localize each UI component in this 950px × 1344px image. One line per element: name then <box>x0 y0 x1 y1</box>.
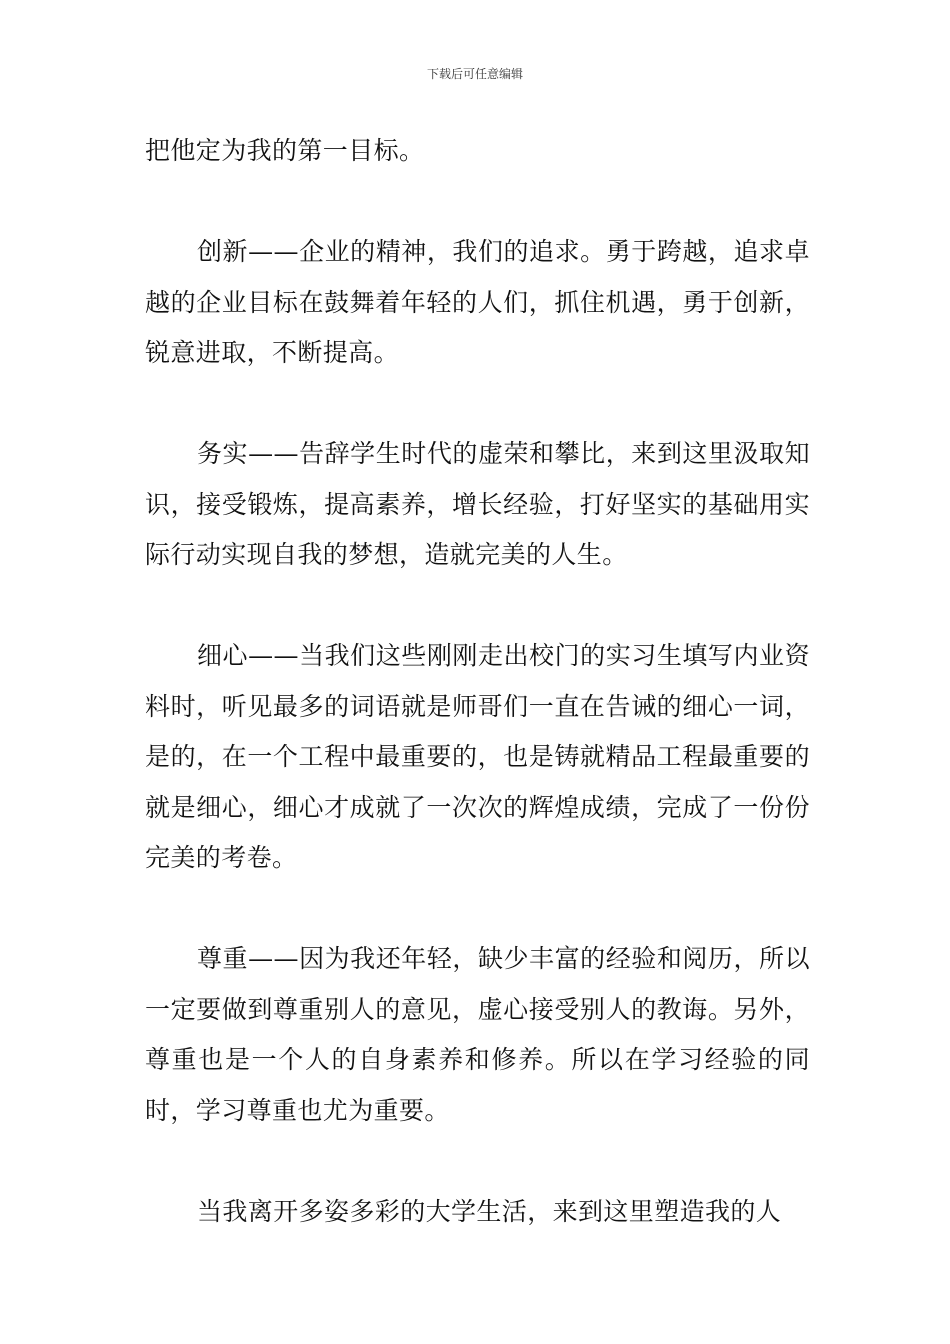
document-body <box>145 126 810 1288</box>
paragraph-innovation: 创新——企业的精神，我们的追求。勇于跨越，追求卓越的企业目标在鼓舞着年轻的人们，抓住机遇，勇于创新，锐意进取，不断提高。 <box>145 237 810 367</box>
paragraph-closing: 当我离开多姿多彩的大学生活，来到这里塑造我的人 <box>197 1196 782 1226</box>
page-header-note: 下载后可任意编辑 <box>426 67 523 81</box>
paragraph-pragmatism: 务实——告辞学生时代的虚荣和攀比，来到这里汲取知识，接受锻炼，提高素养，增长经验，打好坚实的基础用实际行动实现自我的梦想，造就完美的人生。 <box>145 439 810 569</box>
paragraph-respect: 尊重——因为我还年轻，缺少丰富的经验和阅历，所以一定要做到尊重别人的意见，虚心接受别人的教诲。另外，尊重也是一个人的自身素养和修养。所以在学习经验的同时，学习尊重也尤为重要。 <box>145 944 810 1125</box>
paragraph-carefulness: 细心——当我们这些刚刚走出校门的实习生填写内业资料时，听见最多的词语就是师哥们一直在告诫的细心一词，是的，在一个工程中最重要的，也是铸就精品工程最重要的就是细心，细心才成就了一次次的辉煌成绩，完成了一份份完美的考卷。 <box>145 641 810 872</box>
paragraph-1: 把他定为我的第一目标。 <box>145 136 425 165</box>
